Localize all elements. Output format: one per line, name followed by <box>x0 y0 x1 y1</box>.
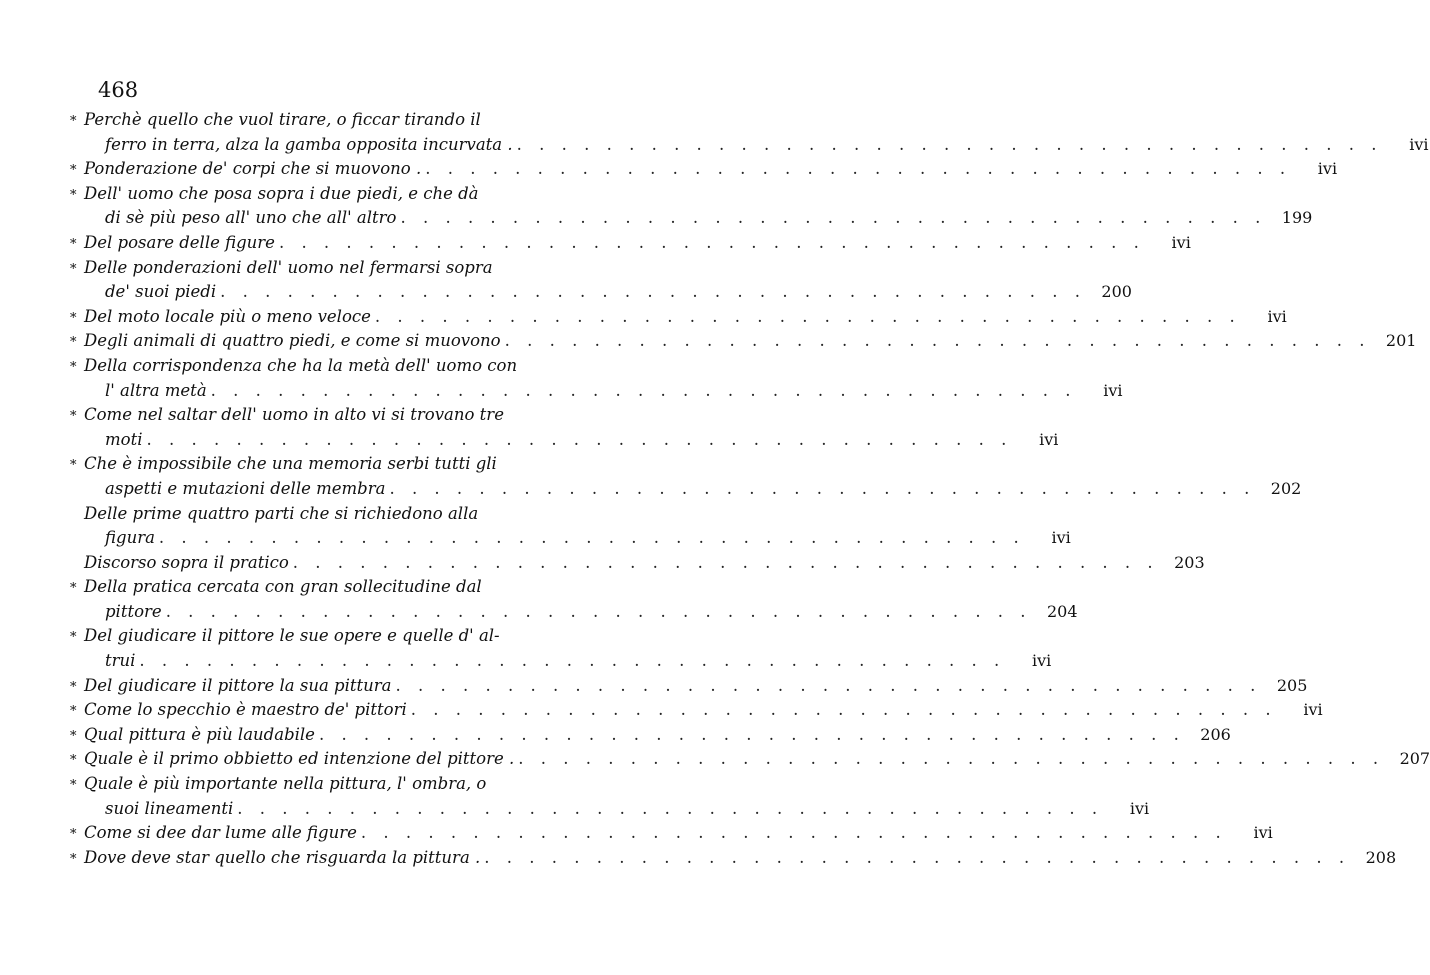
entry-title: Degli animali di quattro piedi, e come si muovono <box>84 331 501 351</box>
entry-title: Che è impossibile che una memoria serbi tutti gli <box>84 454 497 474</box>
dot-leader <box>139 649 1005 674</box>
entry-title: Delle ponderazioni dell' uomo nel fermarsi sopra <box>84 257 493 277</box>
entry-page: ivi <box>1129 798 1150 818</box>
entry-title: Dove deve star quello che risguarda la pittura . <box>84 847 481 867</box>
entry-title: Quale è più importante nella pittura, l' ombra, o <box>84 774 487 794</box>
entry-marker: * <box>70 630 77 646</box>
toc-entry-line <box>70 502 570 527</box>
toc-entry-line <box>70 379 1123 404</box>
toc-entry-line <box>70 133 1429 158</box>
entry-page: ivi <box>1253 823 1273 843</box>
dot-leader <box>220 280 1086 305</box>
entry-page: 207 <box>1399 749 1430 769</box>
entry-marker: * <box>70 704 77 720</box>
entry-title: Del giudicare il pittore le sue opere e quelle d' al- <box>84 626 500 646</box>
dot-leader <box>517 133 1383 158</box>
entry-title: Delle prime quattro parti che si richiedono alla <box>84 503 479 523</box>
dot-leader <box>400 206 1266 231</box>
entry-title: di sè più peso all' uno che all' altro <box>105 208 397 228</box>
entry-title: aspetti e mutazioni delle membra <box>105 478 386 498</box>
toc-entry-line <box>70 477 1302 502</box>
entry-page: ivi <box>1409 134 1429 154</box>
toc-entry <box>70 575 1078 624</box>
entry-page: 199 <box>1281 208 1313 228</box>
entry-marker: * <box>70 753 77 769</box>
toc-entry-line <box>70 526 1071 551</box>
entry-page: 208 <box>1365 847 1397 867</box>
toc-entry <box>70 329 1417 354</box>
toc-entry <box>70 182 1313 231</box>
dot-leader <box>361 821 1227 846</box>
entry-title: pittore <box>105 601 162 621</box>
dot-leader <box>518 747 1384 772</box>
entry-marker: * <box>70 458 77 474</box>
entry-title: moti <box>105 429 143 449</box>
toc-entry <box>70 502 1071 551</box>
entry-page: ivi <box>1103 380 1123 400</box>
entry-marker: * <box>70 261 77 277</box>
toc-entry-line <box>70 551 1205 576</box>
dot-leader <box>159 526 1025 551</box>
entry-title: Del giudicare il pittore la sua pittura <box>84 675 392 695</box>
toc-entry-line <box>70 206 1313 231</box>
entry-title: ferro in terra, alza la gamba opposita incurvata . <box>105 134 513 154</box>
entry-page: ivi <box>1267 306 1287 326</box>
toc-entry-line <box>70 747 1430 772</box>
dot-leader <box>147 428 1013 453</box>
entry-page: ivi <box>1171 232 1191 252</box>
entry-title: Come lo specchio è maestro de' pittori <box>84 700 407 720</box>
toc-entry-line <box>70 600 1078 625</box>
toc-entry <box>70 256 1132 305</box>
dot-leader <box>411 698 1277 723</box>
dot-leader <box>279 231 1145 256</box>
dot-leader <box>166 600 1032 625</box>
entry-marker: * <box>70 728 77 744</box>
toc-entry-line <box>70 698 1323 723</box>
entry-title: Quale è il primo obbietto ed intenzione del pittore . <box>84 749 515 769</box>
toc-entry-line <box>70 649 1052 674</box>
entry-marker: * <box>70 114 77 129</box>
toc-entry <box>70 772 1150 821</box>
toc-entry <box>70 452 1302 501</box>
toc-entry-line <box>70 452 570 477</box>
entry-page: 205 <box>1276 675 1308 695</box>
entry-marker: * <box>70 335 77 351</box>
dot-leader <box>505 329 1371 354</box>
entry-page: ivi <box>1051 528 1071 548</box>
toc-entry-line <box>70 723 1231 748</box>
dot-leader <box>319 723 1185 748</box>
entry-marker: * <box>70 409 77 425</box>
toc-entry <box>70 674 1308 699</box>
entry-marker: * <box>70 679 77 695</box>
entry-title: Come si dee dar lume alle figure <box>84 823 357 843</box>
entry-title: l' altra metà <box>105 380 207 400</box>
entry-page: 204 <box>1047 601 1078 621</box>
dot-leader <box>293 551 1159 576</box>
toc-entry <box>70 108 1429 157</box>
entry-title: Ponderazione de' corpi che si muovono . <box>84 159 422 179</box>
entry-title: Dell' uomo che posa sopra i due piedi, e che dà <box>84 183 479 203</box>
entry-page: 206 <box>1200 724 1231 744</box>
entry-title: Del posare delle figure <box>84 232 275 252</box>
entry-page: 201 <box>1385 331 1417 351</box>
entry-title: trui <box>105 651 136 671</box>
entry-page: 203 <box>1174 552 1205 572</box>
entry-marker: * <box>70 359 77 375</box>
dot-leader <box>484 846 1350 871</box>
dot-leader <box>425 157 1291 182</box>
toc-entry <box>70 157 1338 182</box>
entry-title: Discorso sopra il pratico <box>84 552 289 572</box>
entry-marker: * <box>70 236 77 252</box>
toc-entry <box>70 821 1273 846</box>
entry-title: Del moto locale più o meno veloce <box>84 306 371 326</box>
entry-title: Della corrispondenza che ha la metà dell' uomo con <box>84 355 518 375</box>
toc-entry-line <box>70 182 570 207</box>
toc-entry-line <box>70 575 570 600</box>
toc-entry-line <box>70 280 1132 305</box>
toc-entry-line <box>70 624 570 649</box>
dot-leader <box>389 477 1255 502</box>
toc-entry <box>70 723 1231 748</box>
toc-entry-line <box>70 231 1191 256</box>
toc-entry <box>70 354 1123 403</box>
toc-entry-line <box>70 305 1287 330</box>
entry-page: ivi <box>1303 700 1323 720</box>
entry-marker: * <box>70 851 77 867</box>
entry-title: suoi lineamenti <box>105 798 234 818</box>
entry-title: Qual pittura è più laudabile <box>84 724 315 744</box>
table-of-contents <box>70 108 1430 870</box>
toc-entry-line <box>70 797 1150 822</box>
entry-page: ivi <box>1039 429 1059 449</box>
toc-entry <box>70 305 1287 330</box>
entry-page: ivi <box>1317 159 1338 179</box>
toc-entry <box>70 698 1323 723</box>
toc-entry <box>70 551 1205 576</box>
entry-marker: * <box>70 310 77 326</box>
toc-entry <box>70 747 1430 772</box>
toc-entry <box>70 846 1397 871</box>
toc-entry-line <box>70 821 1273 846</box>
dot-leader <box>237 797 1103 822</box>
entry-marker: * <box>70 581 77 597</box>
toc-entry <box>70 231 1191 256</box>
entry-marker: * <box>70 187 77 203</box>
toc-entry-line <box>70 846 1397 871</box>
toc-entry-line <box>70 157 1338 182</box>
entry-page: 200 <box>1101 282 1132 302</box>
entry-title: de' suoi piedi <box>105 282 217 302</box>
toc-entry-line <box>70 403 570 428</box>
toc-entry-line <box>70 428 1059 453</box>
toc-entry-line <box>70 256 570 281</box>
dot-leader <box>211 379 1077 404</box>
entry-marker: * <box>70 163 77 179</box>
entry-marker: * <box>70 827 77 843</box>
toc-entry-line <box>70 772 570 797</box>
entry-page: ivi <box>1032 651 1052 671</box>
entry-title: Della pratica cercata con gran sollecitudine dal <box>84 577 482 597</box>
entry-title: Perchè quello che vuol tirare, o ficcar tirando il <box>84 110 481 129</box>
toc-entry-line <box>70 329 1417 354</box>
dot-leader <box>396 674 1262 699</box>
dot-leader <box>375 305 1241 330</box>
toc-entry-line <box>70 354 570 379</box>
entry-title: Come nel saltar dell' uomo in alto vi si trovano tre <box>84 405 504 425</box>
toc-entry-line <box>70 108 570 133</box>
toc-entry <box>70 403 1059 452</box>
entry-page: 202 <box>1270 478 1302 498</box>
toc-entry-line <box>70 674 1308 699</box>
entry-marker: * <box>70 778 77 794</box>
page-number: 468 <box>98 78 139 102</box>
entry-title: figura <box>105 528 155 548</box>
toc-entry <box>70 624 1052 673</box>
